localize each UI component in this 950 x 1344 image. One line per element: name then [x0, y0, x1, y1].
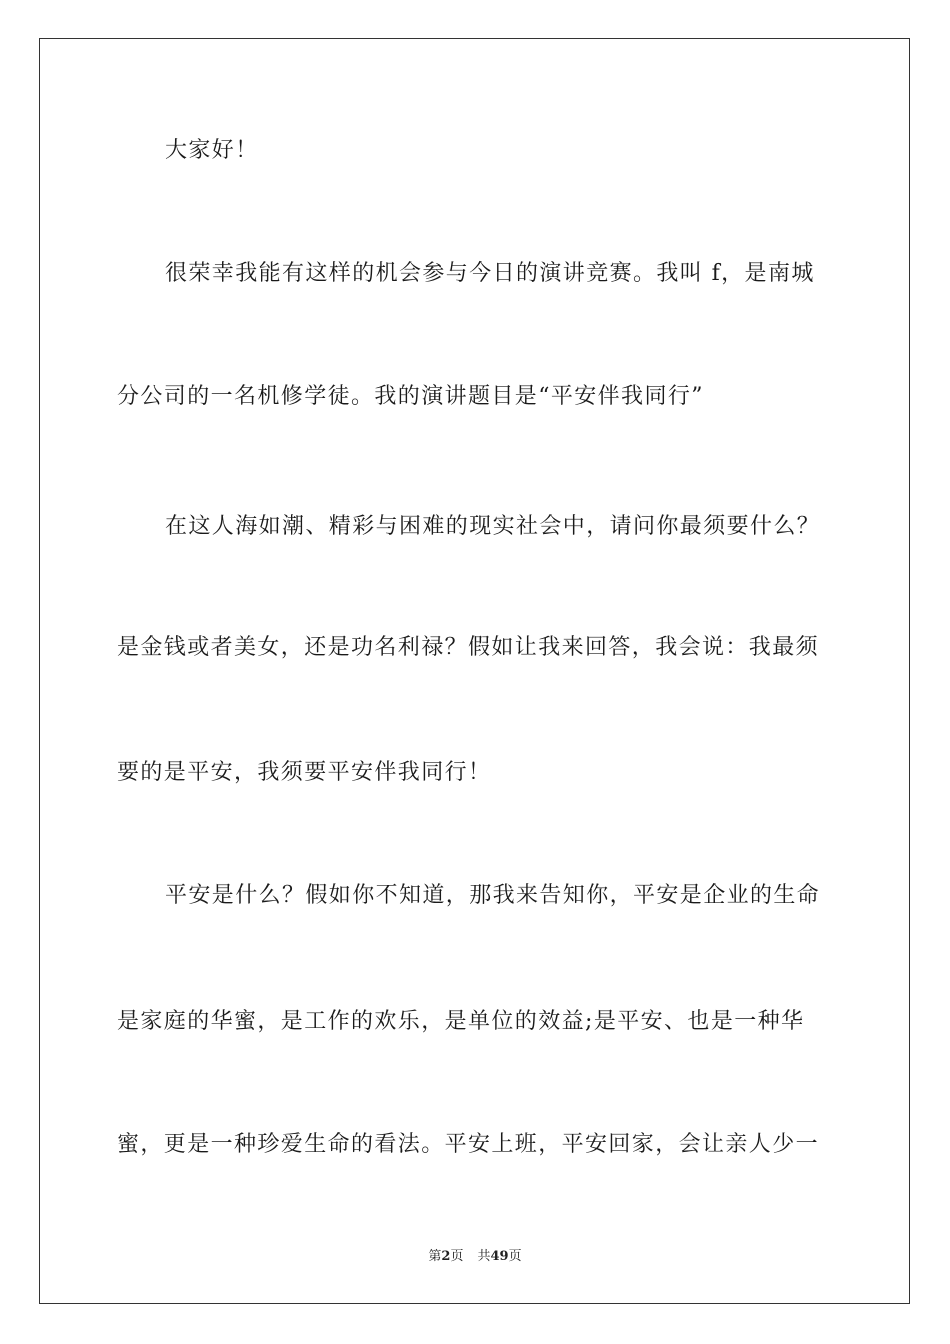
- text-line-question-1: 在这人海如潮、精彩与困难的现实社会中，请问你最须要什么？: [165, 514, 821, 539]
- text-line-intro-2: 分公司的一名机修学徒。我的演讲题目是“平安伴我同行”: [117, 384, 704, 409]
- footer-total-pages: 49: [490, 1249, 509, 1264]
- text-line-safety-3: 蜜，更是一种珍爱生命的看法。平安上班，平安回家，会让亲人少一: [117, 1132, 820, 1157]
- text-line-safety-1: 平安是什么？假如你不知道，那我来告知你，平安是企业的生命: [165, 883, 821, 908]
- footer-total-suffix: 页: [508, 1249, 522, 1264]
- text-line-greeting: 大家好！: [165, 138, 259, 163]
- footer-total-prefix: 共: [477, 1249, 491, 1264]
- text-line-safety-2: 是家庭的华蜜，是工作的欢乐，是单位的效益;是平安、也是一种华: [117, 1009, 805, 1034]
- footer-page-suffix: 页: [450, 1249, 464, 1264]
- footer-page-prefix: 第: [428, 1249, 442, 1264]
- footer-page-number: 2: [441, 1249, 451, 1264]
- text-line-question-3: 要的是平安，我须要平安伴我同行！: [117, 760, 492, 785]
- page-footer: [0, 1248, 950, 1266]
- page-frame: [39, 38, 910, 1304]
- text-line-intro-1: 很荣幸我能有这样的机会参与今日的演讲竞赛。我叫 f，是南城: [165, 261, 815, 286]
- text-line-question-2: 是金钱或者美女，还是功名利禄？假如让我来回答，我会说：我最须: [117, 635, 820, 660]
